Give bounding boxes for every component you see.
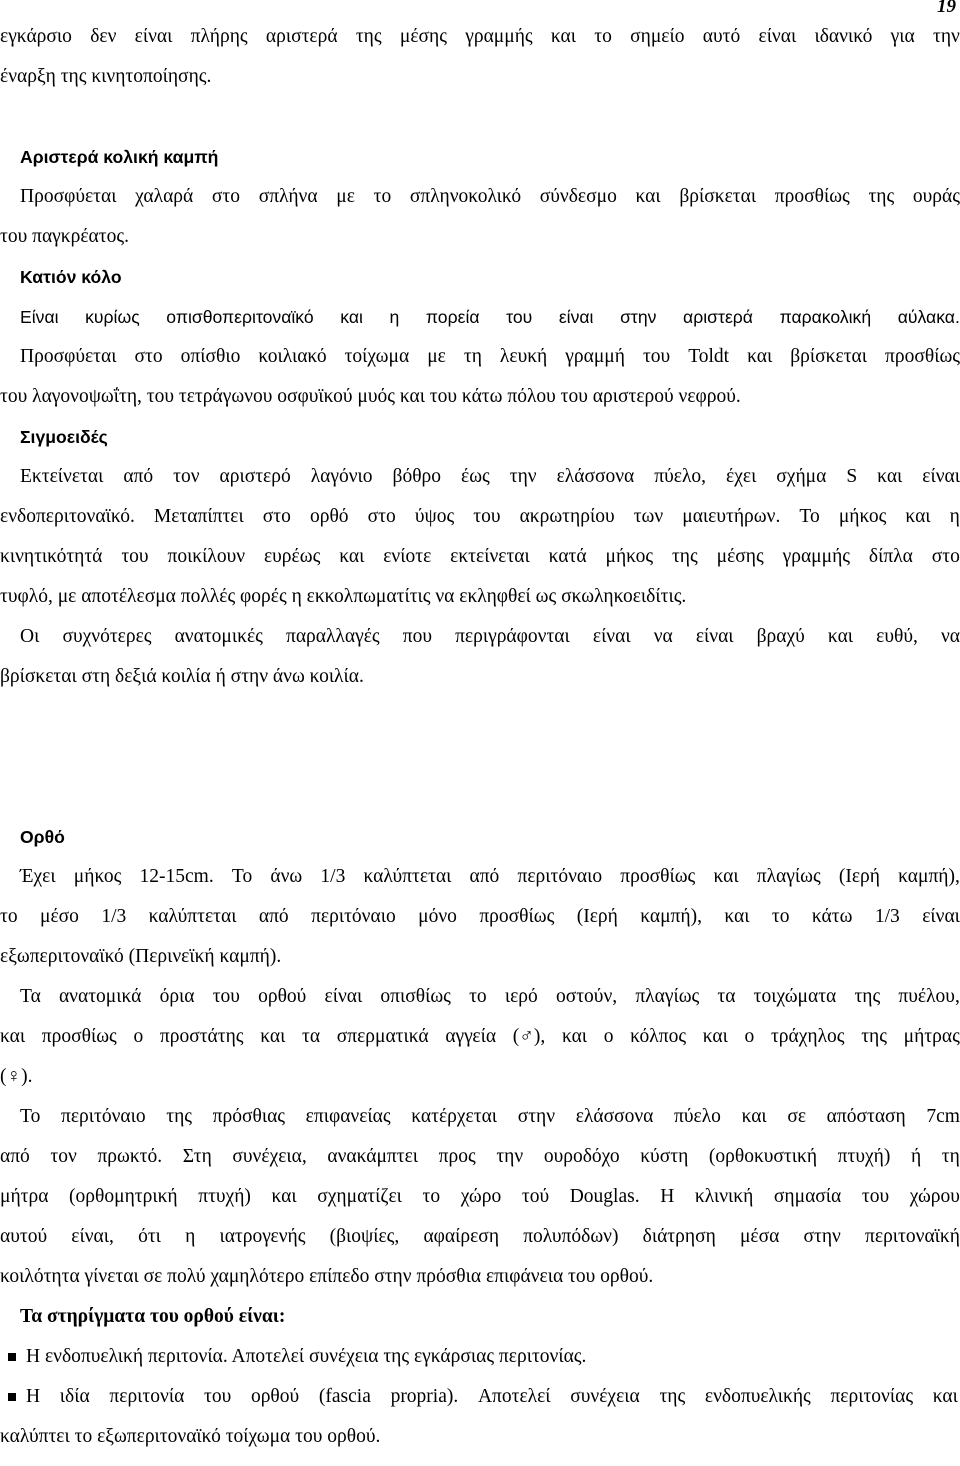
word: πλαγίως (756, 866, 821, 887)
paragraph-line: τυφλό, με αποτέλεσμα πολλές φορές η εκκολπωματίτις να εκληφθεί ως σκωληκοειδίτις. (0, 586, 687, 607)
paragraph-line (0, 337, 960, 377)
word: από (123, 466, 154, 487)
word: είναι (922, 906, 960, 927)
word: ιερό (504, 986, 538, 1007)
word: ενδοπυελικής (704, 1386, 811, 1407)
word: των (633, 506, 664, 527)
word: διάτρηση (642, 1226, 716, 1247)
word: Προσφύεται (20, 186, 117, 207)
word: εγκάρσιο (0, 26, 72, 47)
word: το (771, 906, 790, 927)
word: ιδανικό (814, 26, 873, 47)
section-heading-sigmoid: Σιγμοειδές (20, 427, 108, 447)
list-item (0, 1377, 960, 1417)
word: της (868, 186, 895, 207)
word: μαιευτήρων. (682, 506, 781, 527)
paragraph-line: του παγκρέατος. (0, 226, 129, 247)
blank-line (0, 737, 960, 777)
word: περιτόναιο (60, 1106, 146, 1127)
word: τοιχώματα (753, 986, 837, 1007)
word: (Ιερή (576, 906, 618, 927)
word: περιγράφονται (455, 626, 570, 647)
word: (fascia (318, 1386, 371, 1407)
word: του (642, 346, 671, 367)
word: ύψος (414, 506, 455, 527)
word: και (561, 1026, 588, 1047)
word: μέσα (739, 1226, 780, 1247)
word: ευθύ, (876, 626, 918, 647)
paragraph-line (0, 617, 960, 657)
word: στο (262, 506, 291, 527)
word: είναι (558, 307, 594, 327)
word: συχνότερες (62, 626, 152, 647)
word: προς (438, 1146, 476, 1167)
paragraph-line: (♀). (0, 1066, 33, 1087)
word: ουροδόχο (543, 1146, 620, 1167)
word: δίπλα (868, 546, 913, 567)
word: είναι, (71, 1226, 114, 1247)
word: η (185, 1226, 196, 1247)
word: του (506, 307, 533, 327)
bullet-square-icon (8, 1353, 16, 1361)
word: τον (173, 466, 200, 487)
word: Προσφύεται (20, 346, 117, 367)
word: 1/3 (101, 906, 127, 927)
word: μέσης (716, 546, 764, 567)
paragraph-line (0, 497, 960, 537)
word: ευρέως (263, 546, 321, 567)
word: ενδοπεριτοναϊκό. (0, 506, 135, 527)
word: Τα (20, 986, 41, 1007)
word: προστάτης (159, 1026, 244, 1047)
word: χώρο (460, 1186, 502, 1207)
word: κατά (548, 546, 587, 567)
word: κατέρχεται (411, 1106, 498, 1127)
word: (♂), (512, 1026, 546, 1047)
word: μόνο (418, 906, 457, 927)
word: προσθίως (41, 1026, 117, 1047)
word: τη (463, 346, 482, 367)
word: ανατομικές (174, 626, 263, 647)
word: την (496, 1146, 524, 1167)
word: την (932, 26, 960, 47)
word: μήτρα (0, 1186, 49, 1207)
word: Έχει (20, 866, 56, 887)
word: με (427, 346, 446, 367)
word: σπερματικά (336, 1026, 429, 1047)
word: και (713, 866, 739, 887)
word: του (212, 986, 240, 1007)
paragraph-line (0, 457, 960, 497)
word: καμπή), (898, 866, 960, 887)
word: έχει (726, 466, 757, 487)
list-item-text (26, 1377, 960, 1417)
paragraph-line (0, 177, 960, 217)
word: ενίοτε (383, 546, 432, 567)
word: ανακάμπτει (327, 1146, 419, 1167)
word: είναι (922, 466, 960, 487)
word: της (671, 546, 698, 567)
word: πορεία (425, 307, 480, 327)
word: ή (910, 1146, 922, 1167)
word: μήκος (73, 866, 122, 887)
word: επιφανείας (305, 1106, 391, 1127)
word: ποικίλουν (167, 546, 246, 567)
word: Μεταπίπτει (153, 506, 244, 527)
word: να (940, 626, 960, 647)
word: σπληνοκολικό (409, 186, 522, 207)
paragraph-line: έναρξη της κινητοποίησης. (0, 66, 212, 87)
word: Η (660, 1186, 675, 1207)
word: πλήρης (190, 26, 248, 47)
document-body (0, 17, 960, 1457)
word: τη (941, 1146, 960, 1167)
word: το (594, 26, 612, 47)
word: του (473, 506, 501, 527)
word: Η (26, 1386, 41, 1407)
word: αφαίρεση (423, 1226, 500, 1247)
word: έως (461, 466, 490, 487)
word: για (890, 26, 915, 47)
word: καμπή), (640, 906, 702, 927)
word: Douglas. (569, 1186, 640, 1207)
paragraph-line: βρίσκεται στη δεξιά κοιλία ή στην άνω κοιλία. (0, 666, 364, 687)
word: παρακολική (779, 307, 872, 327)
word: δεν (90, 26, 117, 47)
word: ακρωτηρίου (519, 506, 615, 527)
word: μέσης (399, 26, 447, 47)
word: είναι (324, 986, 363, 1007)
word: είναι (592, 626, 631, 647)
word: κόλπος (630, 1026, 687, 1047)
word: τα (717, 986, 736, 1007)
word: και (932, 1386, 958, 1407)
word: οπισθίως (380, 986, 451, 1007)
word: στο (211, 186, 241, 207)
word: πύελο, (654, 466, 707, 487)
word: από (469, 866, 500, 887)
word: προσθίως (479, 906, 555, 927)
word: άνω (270, 866, 303, 887)
paragraph-line (0, 537, 960, 577)
word: Toldt (688, 346, 730, 367)
word: αριστερά (683, 307, 753, 327)
word: αύλακα. (897, 307, 960, 327)
word: απόσταση (826, 1106, 906, 1127)
paragraph-line (0, 977, 960, 1017)
blank-line (0, 777, 960, 817)
word: Εκτείνεται (20, 466, 104, 487)
paragraph-line (0, 897, 960, 937)
word: οπισθοπεριτοναϊκό (166, 307, 314, 327)
paragraph-line (0, 17, 960, 57)
word: ανατομικά (58, 986, 142, 1007)
word: της (854, 986, 881, 1007)
word: και (271, 1186, 297, 1207)
word: κυρίως (85, 307, 140, 327)
word: γραμμή (565, 346, 625, 367)
paragraph-line (0, 1137, 960, 1177)
word: 7cm (926, 1106, 960, 1127)
word: σχήμα (776, 466, 827, 487)
word: πλαγίως (635, 986, 700, 1007)
word: ορθού (250, 1386, 300, 1407)
word: η (949, 506, 960, 527)
word: ορθού (258, 986, 307, 1007)
paragraph-line (0, 1097, 960, 1137)
word: ο (603, 1026, 614, 1047)
word: κύστη (640, 1146, 689, 1167)
list-item-text: Η ενδοπυελική περιτονία. Αποτελεί συνέχεια της εγκάρσιας περιτονίας. (26, 1346, 587, 1367)
word: της (659, 1386, 686, 1407)
word: σύνδεσμο (539, 186, 617, 207)
paragraph-line (0, 297, 960, 337)
section-heading-rectal-supports: Τα στηρίγματα του ορθού είναι: (20, 1306, 286, 1327)
word: του (204, 1386, 232, 1407)
word: και (339, 546, 365, 567)
list-item (0, 1337, 960, 1377)
word: πυέλου, (898, 986, 960, 1007)
word: αριστερά (265, 26, 338, 47)
word: βραχύ (756, 626, 805, 647)
word: περιτονίας (830, 1386, 914, 1407)
blank-line (0, 97, 960, 137)
word: της (166, 1106, 193, 1127)
word: αυτό (702, 26, 741, 47)
word: της (355, 26, 382, 47)
word: και (0, 1026, 26, 1047)
paragraph-line (0, 1017, 960, 1057)
word: και (260, 1026, 286, 1047)
word: παραλλαγές (285, 626, 380, 647)
word: και (340, 307, 363, 327)
word: σπλήνα (258, 186, 318, 207)
word: κλινική (694, 1186, 754, 1207)
paragraph-line: κοιλότητα γίνεται σε πολύ χαμηλότερο επίπεδο στην πρόσθια επιφάνεια του ορθού. (0, 1266, 654, 1287)
word: ορθό (309, 506, 349, 527)
word: στο (367, 506, 396, 527)
word: S (846, 466, 858, 487)
word: πτυχή) (837, 1146, 891, 1167)
word: τον (50, 1146, 77, 1167)
word: ελάσσονα (556, 466, 635, 487)
word: (ορθομητρική (69, 1186, 178, 1207)
word: προσθίως (885, 346, 960, 367)
word: στην (803, 1226, 841, 1247)
word: πρόσθιας (212, 1106, 286, 1127)
section-heading-descending-colon: Κατιόν κόλο (20, 267, 122, 287)
word: κινητικότητά (0, 546, 103, 567)
word: 1/3 (320, 866, 346, 887)
word: να (653, 626, 673, 647)
word: λευκή (499, 346, 548, 367)
word: περιτοναϊκή (865, 1226, 960, 1247)
word: όρια (159, 986, 195, 1007)
word: οστούν, (555, 986, 618, 1007)
word: χώρου (909, 1186, 960, 1207)
word: εκτείνεται (450, 546, 530, 567)
word: και (827, 626, 854, 647)
word: πτυχή) (198, 1186, 251, 1207)
word: είναι (758, 26, 797, 47)
word: Το (20, 1106, 41, 1127)
word: περιτόναιο (311, 906, 396, 927)
word: και (741, 1106, 767, 1127)
word: γραμμής (782, 546, 851, 567)
word: από (0, 1146, 30, 1167)
word: στο (134, 346, 163, 367)
word: τοίχωμα (344, 346, 410, 367)
word: του (121, 546, 149, 567)
word: γραμμής (465, 26, 533, 47)
word: ότι (138, 1226, 161, 1247)
word: του (861, 1186, 890, 1207)
word: της (861, 1026, 887, 1047)
bullet-square-icon (8, 1393, 16, 1401)
word: στην (620, 307, 657, 327)
word: ο (133, 1026, 144, 1047)
word: 12-15cm. (139, 866, 214, 887)
word: και (550, 26, 577, 47)
word: και (724, 906, 750, 927)
word: προσθίως (620, 866, 696, 887)
word: στην (517, 1106, 556, 1127)
word: την (509, 466, 537, 487)
word: σημείο (630, 26, 685, 47)
word: και (747, 346, 773, 367)
word: το (373, 186, 392, 207)
word: χαλαρά (135, 186, 194, 207)
word: τού (521, 1186, 550, 1207)
word: σημασία (773, 1186, 842, 1207)
word: καλύπτεται (148, 906, 237, 927)
paragraph-line: καλύπτει το εξωπεριτοναϊκό τοίχωμα του ορθού. (0, 1426, 381, 1447)
word: το (422, 1186, 441, 1207)
paragraph-line (0, 857, 960, 897)
word: και (905, 506, 931, 527)
word: αυτού (0, 1226, 48, 1247)
word: (Ιερή (838, 866, 880, 887)
word: ουράς (912, 186, 960, 207)
word: προσθίως (774, 186, 850, 207)
word: ελάσσονα (575, 1106, 654, 1127)
word: πύελο (674, 1106, 721, 1127)
word: Είναι (20, 307, 59, 327)
word: από (258, 906, 289, 927)
word: ιατρογενής (219, 1226, 306, 1247)
word: που (402, 626, 432, 647)
word: ο (744, 1026, 755, 1047)
word: καλύπτεται (363, 866, 452, 887)
word: propria). (390, 1386, 459, 1407)
paragraph-line: εξωπεριτοναϊκό (Περινεϊκή καμπή). (0, 946, 282, 967)
section-heading-left-colic-flexure: Αριστερά κολική καμπή (20, 147, 219, 167)
word: με (336, 186, 355, 207)
word: λαγόνιο (310, 466, 373, 487)
word: Στη (182, 1146, 212, 1167)
word: οπίσθιο (180, 346, 241, 367)
page-number: 19 (937, 0, 956, 17)
word: μήτρας (903, 1026, 960, 1047)
word: Αποτελεί (477, 1386, 551, 1407)
word: αγγεία (445, 1026, 497, 1047)
word: τα (302, 1026, 321, 1047)
word: (ορθοκυστική (708, 1146, 818, 1167)
word: και (702, 1026, 728, 1047)
word: κοιλιακό (258, 346, 327, 367)
section-heading-rectum: Ορθό (20, 827, 65, 847)
word: συνέχεια, (232, 1146, 307, 1167)
word: Το (799, 506, 820, 527)
word: περιτονία (109, 1386, 185, 1407)
word: Το (231, 866, 253, 887)
word: πολυπόδων) (523, 1226, 619, 1247)
word: και (877, 466, 903, 487)
word: σχηματίζει (317, 1186, 402, 1207)
word: Οι (20, 626, 40, 647)
word: σε (787, 1106, 807, 1127)
word: βρίσκεται (679, 186, 757, 207)
word: βόθρο (392, 466, 442, 487)
word: ιδία (59, 1386, 90, 1407)
paragraph-line (0, 1217, 960, 1257)
word: πρωκτό. (97, 1146, 163, 1167)
word: τράχηλος (770, 1026, 845, 1047)
word: αριστερό (219, 466, 291, 487)
word: μήκος (605, 546, 654, 567)
word: στο (931, 546, 960, 567)
word: συνέχεια (570, 1386, 640, 1407)
word: (βιοψίες, (329, 1226, 400, 1247)
word: κάτω (811, 906, 853, 927)
word: και (635, 186, 661, 207)
word: η (389, 307, 400, 327)
blank-line (0, 697, 960, 737)
word: μήκος (838, 506, 887, 527)
word: το (0, 906, 18, 927)
paragraph-line: του λαγονοψωΐτη, του τετράγωνου οσφυϊκού μυός και του κάτω πόλου του αριστερού νεφρού. (0, 386, 741, 407)
paragraph-line (0, 1177, 960, 1217)
word: είναι (695, 626, 734, 647)
word: το (469, 986, 487, 1007)
word: βρίσκεται (790, 346, 867, 367)
word: μέσο (40, 906, 79, 927)
word: περιτόναιο (517, 866, 603, 887)
word: 1/3 (874, 906, 900, 927)
word: είναι (134, 26, 173, 47)
